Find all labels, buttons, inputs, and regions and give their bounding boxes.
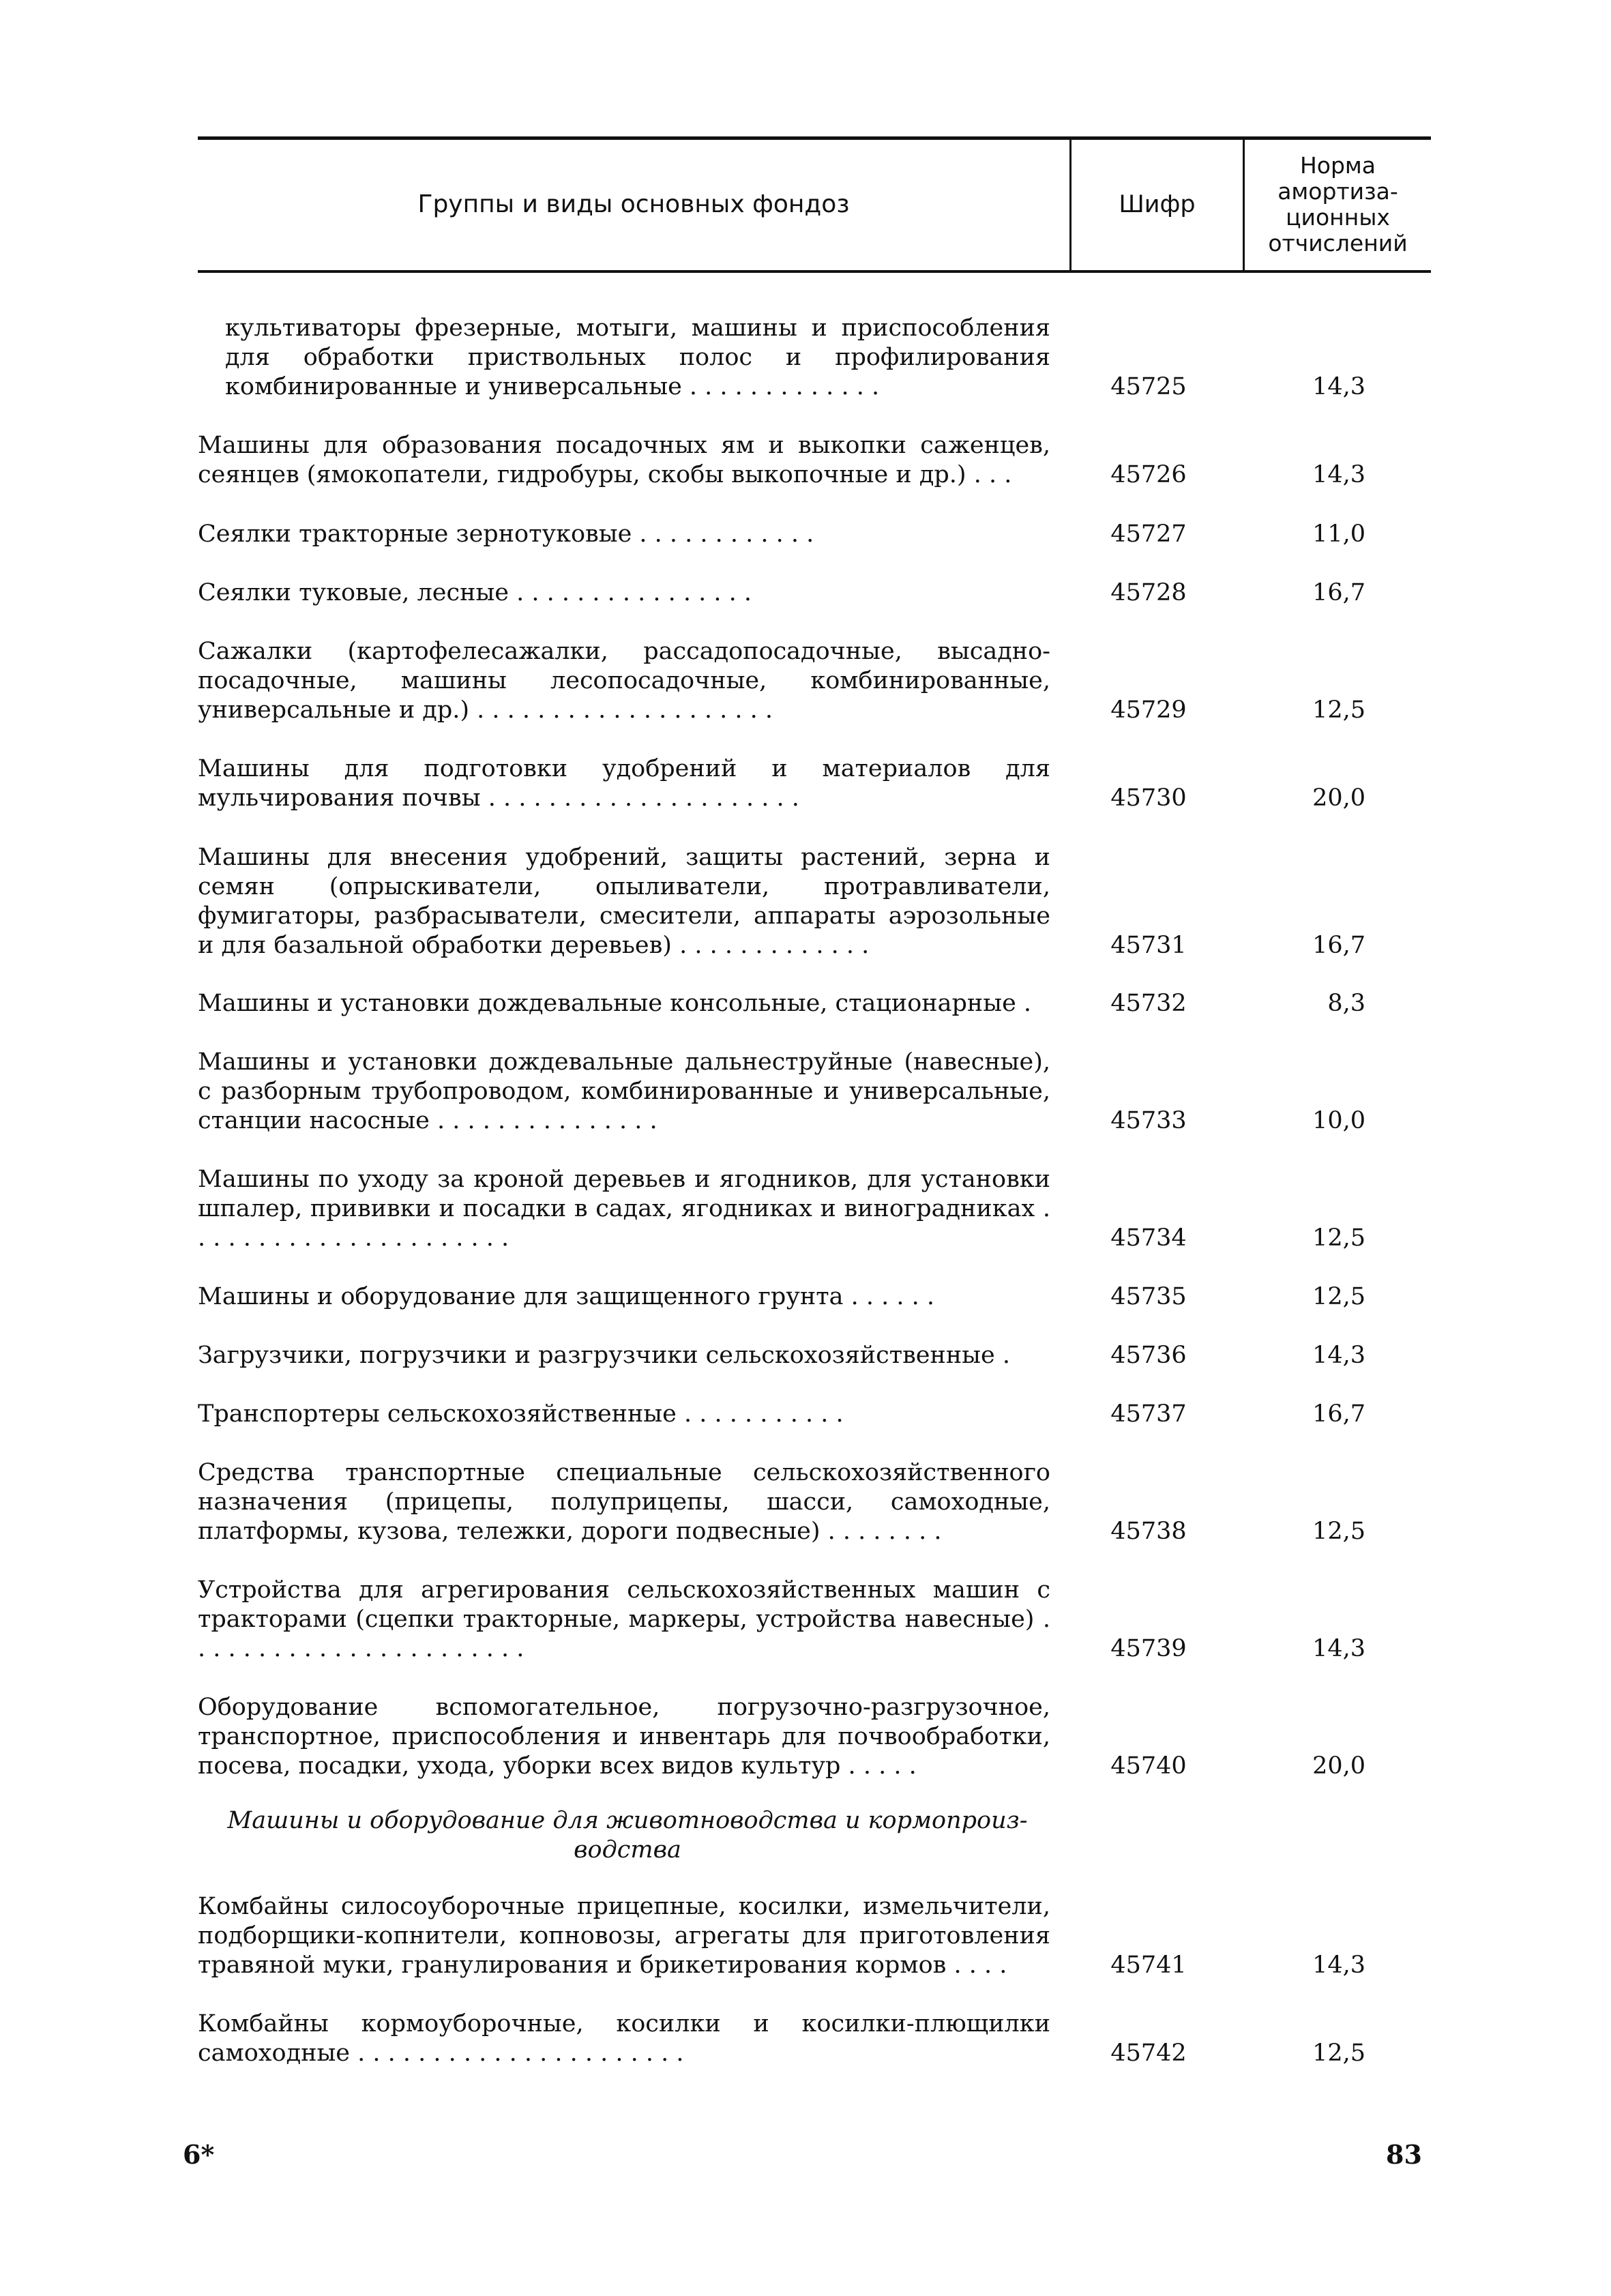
row-rate: 14,3 [1312,1635,1365,1662]
row-description: Оборудование вспомогательное, погрузочно-разгрузочное, транспортное, приспособления и инвентарь для почвообработки, посева, посадки, ухода, уборки всех видов культур . . . . . [198,1694,1050,1780]
header-code-label: Шифр [1119,190,1196,218]
row-code: 45734 [1110,1224,1187,1252]
row-description: Сажалки (картофелесажалки, рассадопосадочные, высадно-посадочные, машины лесопосадочные, комбинированные, универсальные и др.) . . . . . . . . . . . . . . . . . . . . [198,638,1050,724]
header-rate-line: амортиза- [1277,178,1398,205]
header-rate [1245,139,1431,270]
row-rate: 16,7 [1312,1400,1365,1428]
row-description: Средства транспортные специальные сельскохозяйственного назначения (прицепы, полуприцепы, шасси, самоходные, платформы, кузова, тележки, дороги подвесные) . . . . . . . . [198,1459,1050,1545]
row-description: Сеялки тракторные зернотуковые . . . . . . . . . . . . [198,520,814,548]
header-rate-line: отчислений [1268,230,1408,256]
row-description: Машины для внесения удобрений, защиты растений, зерна и семян (опрыскиватели, опыливатели, протравливатели, фумигаторы, разбрасыватели, смесители, аппараты аэрозольные и для базальной обработки деревьев) . . . . . . . . . . . . . [198,844,1050,959]
row-description: Загрузчики, погрузчики и разгрузчики сельскохозяйственные . [198,1342,1010,1369]
row-code: 45738 [1110,1518,1187,1545]
row-rate: 8,3 [1327,990,1365,1017]
table-header-rule [198,270,1431,273]
row-description: Машины и установки дождевальные дальнеструйные (навесные), с разборным трубопроводом, комбинированные и универсальные, станции насосные . . . . . . . . . . . . . . . [198,1048,1050,1134]
row-rate: 11,0 [1312,520,1365,548]
row-rate: 12,5 [1312,696,1365,724]
row-rate: 14,3 [1312,1342,1365,1369]
row-code: 45742 [1110,2040,1187,2067]
row-code: 45727 [1110,520,1187,548]
row-code: 45731 [1110,932,1187,959]
row-description: Машины по уходу за кроной деревьев и ягодников, для установки шпалер, прививки и посадки в садах, ягодниках и виноградниках . . . . . . . . . . . . . . . . . . . . . . [198,1166,1050,1252]
header-code [1071,139,1243,270]
row-description: Машины для образования посадочных ям и выкопки саженцев, сеянцев (ямокопатели, гидробуры, скобы выкопочные и др.) . . . [198,432,1050,488]
row-rate: 14,3 [1312,461,1365,488]
row-rate: 20,0 [1312,1752,1365,1780]
row-rate: 10,0 [1312,1107,1365,1134]
header-rate-line: ционных [1286,204,1390,231]
header-groups [198,139,1069,270]
row-description: Устройства для агрегирования сельскохозяйственных машин с тракторами (сцепки тракторные, маркеры, устройства навесные) . . . . . . . . . . . . . . . . . . . . . . . [198,1576,1050,1662]
page-number: 83 [1386,2139,1422,2170]
row-rate: 16,7 [1312,579,1365,606]
row-code: 45733 [1110,1107,1187,1134]
row-rate: 12,5 [1312,2040,1365,2067]
row-description: Транспортеры сельскохозяйственные . . . . . . . . . . . [198,1400,844,1428]
row-description: Машины и оборудование для защищенного грунта . . . . . . [198,1283,934,1310]
row-code: 45728 [1110,579,1187,606]
row-rate: 16,7 [1312,932,1365,959]
row-description: Сеялки туковые, лесные . . . . . . . . . . . . . . . . [198,579,752,606]
printer-signature-mark: 6* [183,2139,215,2170]
row-rate: 20,0 [1312,784,1365,812]
row-rate: 14,3 [1312,373,1365,400]
row-code: 45730 [1110,784,1187,812]
row-code: 45732 [1110,990,1187,1017]
subheading-line: Машины и оборудование для животноводства и кормопроиз- [227,1807,1028,1834]
row-code: 45735 [1110,1283,1187,1310]
row-code: 45739 [1110,1635,1187,1662]
row-code: 45729 [1110,696,1187,724]
subheading-line: водства [574,1836,681,1864]
header-rate-line: Норма [1299,152,1376,179]
row-description: Комбайны кормоуборочные, косилки и косилки-плющилки самоходные . . . . . . . . . . . . . . . . . . . . . . [198,2010,1050,2067]
row-description: Машины для подготовки удобрений и материалов для мульчирования почвы . . . . . . . . . . . . . . . . . . . . . [198,755,1050,812]
row-rate: 14,3 [1312,1952,1365,1979]
row-rate: 12,5 [1312,1283,1365,1310]
section-subheading [198,1806,1057,1865]
row-code: 45736 [1110,1342,1187,1369]
row-code: 45725 [1110,373,1187,400]
row-code: 45740 [1110,1752,1187,1780]
row-rate: 12,5 [1312,1224,1365,1252]
header-groups-label: Группы и виды основных фондоз [417,190,850,218]
row-description: Комбайны силосоуборочные прицепные, косилки, измельчители, подборщики-копнители, копновозы, агрегаты для приготовления травяной муки, гранулирования и брикетирования кормов . . . . [198,1893,1050,1979]
row-code: 45737 [1110,1400,1187,1428]
row-code: 45726 [1110,461,1187,488]
row-description: Машины и установки дождевальные консольные, стационарные . [198,990,1032,1017]
row-code: 45741 [1110,1952,1187,1979]
row-description: культиваторы фрезерные, мотыги, машины и приспособления для обработки приствольных полос и профилирования комбинированные и универсальные . . . . . . . . . . . . . [225,314,1050,400]
row-rate: 12,5 [1312,1518,1365,1545]
